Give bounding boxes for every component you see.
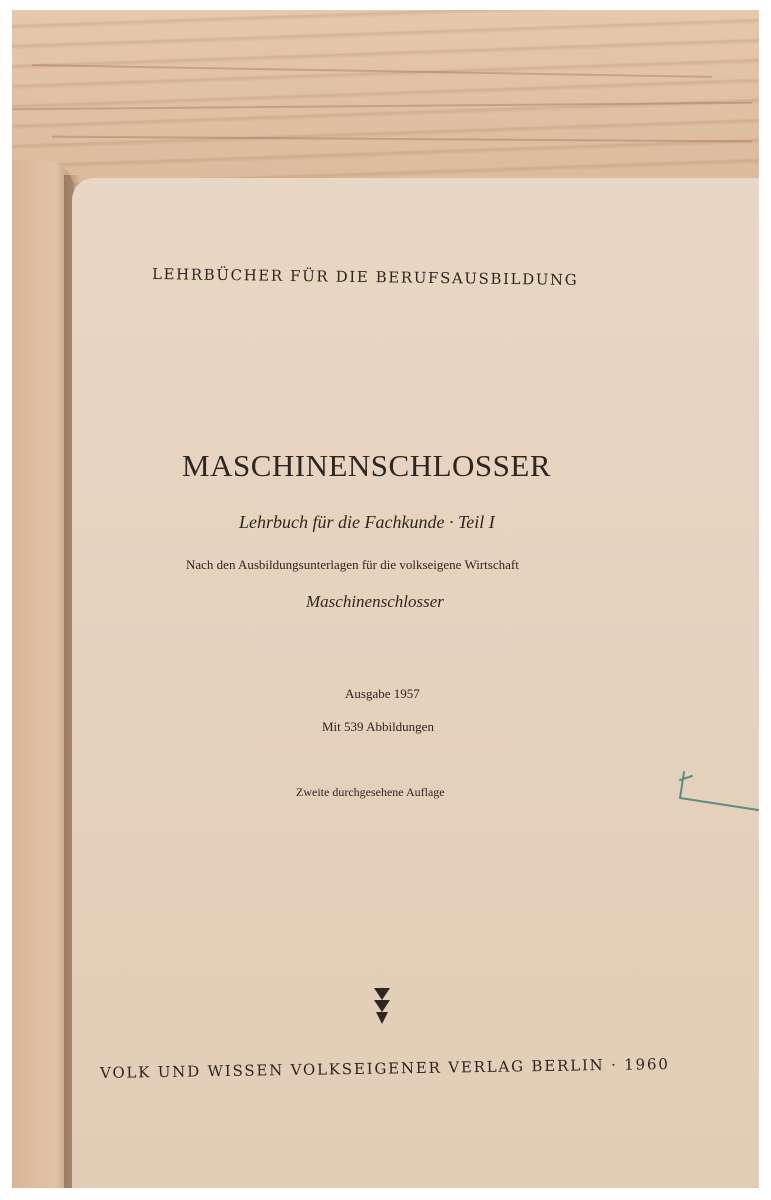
basis-line: Nach den Ausbildungsunterlagen für die volkseigene Wirtschaft: [186, 557, 519, 572]
wooden-surface: [12, 10, 759, 190]
pencil-mark-icon: [672, 766, 759, 816]
wood-grain-line: [12, 102, 752, 110]
title-page: [72, 178, 759, 1188]
book-subtitle: Lehrbuch für die Fachkunde · Teil I: [239, 512, 495, 532]
publisher-line: VOLK UND WISSEN VOLKSEIGENER VERLAG BERLIN · 1960: [99, 1055, 670, 1082]
triangles-logo-icon: [372, 986, 392, 1026]
series-title: LEHRBÜCHER FÜR DIE BERUFSAUSBILDUNG: [151, 265, 579, 289]
edition-line: Ausgabe 1957: [345, 686, 420, 701]
book-photo: [12, 10, 759, 1188]
book-title: MASCHINENSCHLOSSER: [182, 448, 552, 483]
trade-name: Maschinenschlosser: [306, 592, 444, 611]
illustrations-line: Mit 539 Abbildungen: [322, 719, 434, 734]
wood-grain-line: [32, 64, 712, 78]
printing-line: Zweite durchgesehene Auflage: [296, 785, 445, 799]
wood-grain-line: [52, 136, 752, 143]
